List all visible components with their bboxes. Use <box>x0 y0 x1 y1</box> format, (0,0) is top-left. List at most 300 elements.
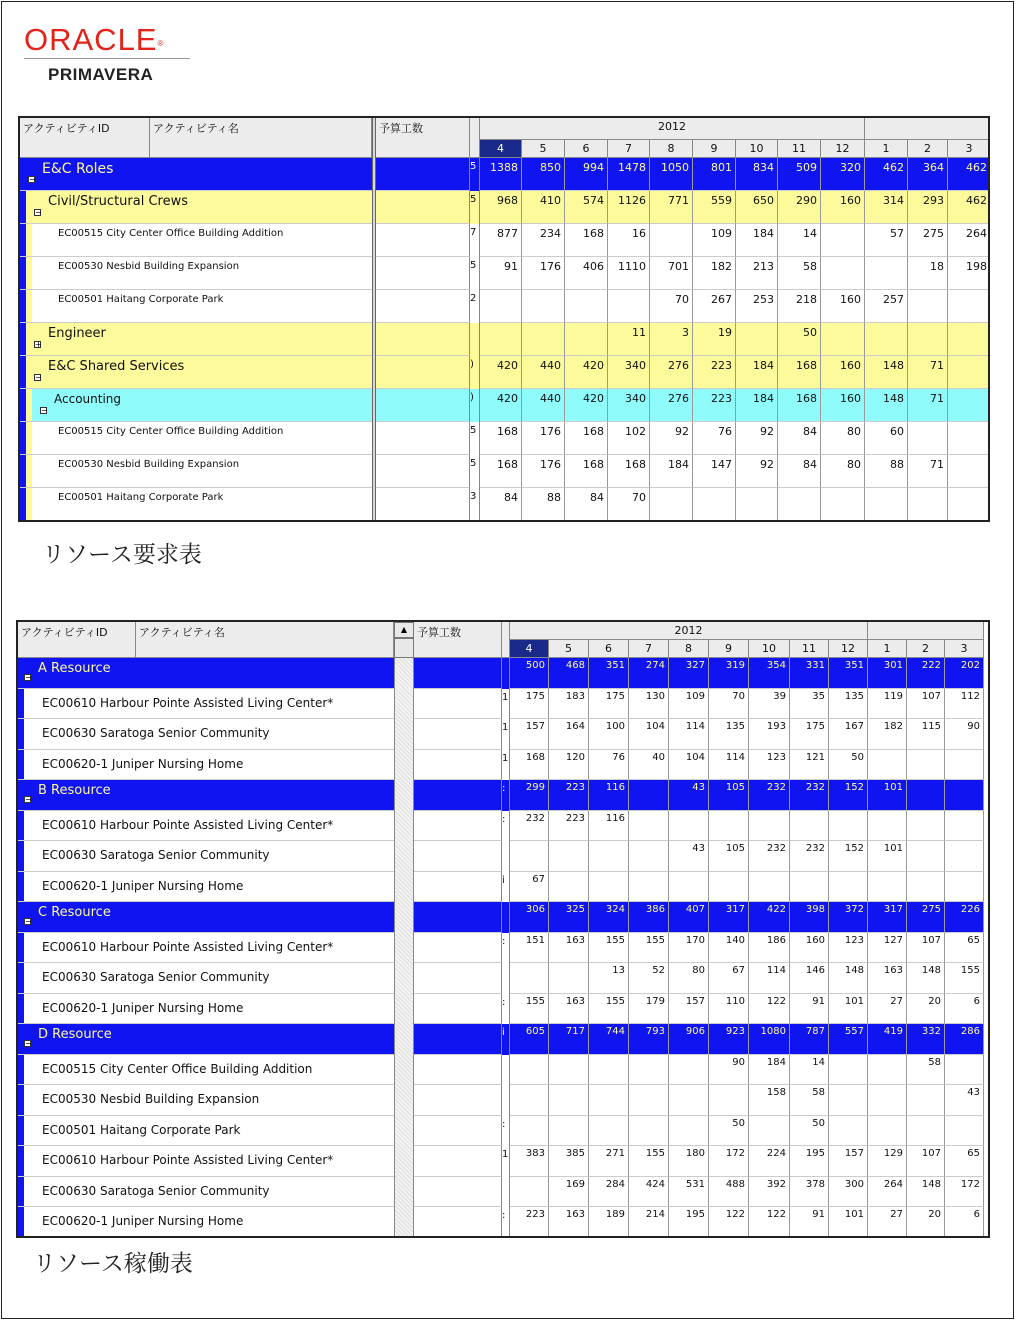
value-cell-1[interactable] <box>865 488 908 521</box>
value-cell-4[interactable]: 151 <box>510 933 549 964</box>
value-cell-6[interactable]: 155 <box>589 994 629 1025</box>
value-cell-12[interactable] <box>821 257 865 290</box>
value-cell-7[interactable]: 155 <box>629 1146 669 1177</box>
value-cell-12[interactable]: 135 <box>829 689 868 720</box>
value-cell-12[interactable]: 160 <box>821 191 865 224</box>
activity-row[interactable] <box>18 933 394 964</box>
value-cell-4[interactable]: 84 <box>480 488 522 521</box>
value-cell-5[interactable] <box>549 1085 589 1116</box>
value-cell-7[interactable]: 52 <box>629 963 669 994</box>
value-cell-2[interactable] <box>907 872 945 903</box>
header-activity-id[interactable]: アクティビティID <box>18 622 136 658</box>
value-cell-9[interactable]: 114 <box>709 750 749 781</box>
value-cell-2[interactable]: 71 <box>908 455 948 488</box>
budget-cell[interactable] <box>414 841 502 872</box>
value-cell-8[interactable]: 3 <box>650 323 693 356</box>
value-cell-3[interactable]: 155 <box>945 963 984 994</box>
value-cell-9[interactable] <box>693 488 736 521</box>
value-cell-9[interactable]: 140 <box>709 933 749 964</box>
value-cell-4[interactable]: 383 <box>510 1146 549 1177</box>
value-cell-8[interactable]: 114 <box>669 719 709 750</box>
budget-cell[interactable] <box>376 257 470 290</box>
value-cell-1[interactable]: 419 <box>868 1024 907 1055</box>
value-cell-1[interactable] <box>868 811 907 842</box>
value-cell-8[interactable]: 771 <box>650 191 693 224</box>
value-cell-11[interactable]: 195 <box>790 1146 829 1177</box>
value-cell-6[interactable]: 168 <box>565 224 608 257</box>
value-cell-6[interactable]: 420 <box>565 389 608 422</box>
value-cell-5[interactable]: 176 <box>522 455 565 488</box>
value-cell-8[interactable] <box>669 872 709 903</box>
value-cell-4[interactable]: 91 <box>480 257 522 290</box>
value-cell-3[interactable]: 286 <box>945 1024 984 1055</box>
value-cell-3[interactable]: 65 <box>945 1146 984 1177</box>
header-month-5[interactable]: 5 <box>549 640 589 658</box>
budget-cell[interactable] <box>414 872 502 903</box>
header-month-2[interactable]: 2 <box>907 640 945 658</box>
value-cell-10[interactable]: 92 <box>736 422 778 455</box>
value-cell-2[interactable]: 107 <box>907 1146 945 1177</box>
value-cell-1[interactable]: 129 <box>868 1146 907 1177</box>
value-cell-8[interactable]: 43 <box>669 841 709 872</box>
value-cell-10[interactable]: 1080 <box>749 1024 790 1055</box>
value-cell-9[interactable]: 172 <box>709 1146 749 1177</box>
value-cell-10[interactable] <box>749 872 790 903</box>
value-cell-12[interactable]: 101 <box>829 994 868 1025</box>
budget-cell[interactable] <box>376 323 470 356</box>
value-cell-7[interactable] <box>629 1055 669 1086</box>
value-cell-10[interactable]: 184 <box>736 224 778 257</box>
activity-row[interactable] <box>18 1055 394 1086</box>
header-month-1[interactable]: 1 <box>868 640 907 658</box>
value-cell-1[interactable] <box>868 750 907 781</box>
value-cell-4[interactable]: 299 <box>510 780 549 811</box>
value-cell-7[interactable]: 386 <box>629 902 669 933</box>
value-cell-11[interactable]: 91 <box>790 1207 829 1238</box>
value-cell-2[interactable]: 18 <box>908 257 948 290</box>
value-cell-3[interactable] <box>945 1055 984 1086</box>
header-month-11[interactable]: 11 <box>778 140 821 158</box>
value-cell-4[interactable]: 500 <box>510 658 549 689</box>
value-cell-11[interactable]: 290 <box>778 191 821 224</box>
value-cell-10[interactable]: 184 <box>736 356 778 389</box>
value-cell-10[interactable]: 193 <box>749 719 790 750</box>
value-cell-8[interactable] <box>650 488 693 521</box>
value-cell-1[interactable]: 301 <box>868 658 907 689</box>
value-cell-6[interactable] <box>589 1116 629 1147</box>
value-cell-10[interactable]: 92 <box>736 455 778 488</box>
value-cell-8[interactable]: 701 <box>650 257 693 290</box>
value-cell-3[interactable]: 462 <box>948 191 990 224</box>
value-cell-1[interactable]: 314 <box>865 191 908 224</box>
value-cell-6[interactable]: 420 <box>565 356 608 389</box>
header-budget-units[interactable]: 予算工数 <box>376 118 470 158</box>
activity-row[interactable] <box>18 1085 394 1116</box>
value-cell-10[interactable]: 650 <box>736 191 778 224</box>
value-cell-3[interactable]: 264 <box>948 224 990 257</box>
value-cell-10[interactable]: 39 <box>749 689 790 720</box>
activity-row[interactable] <box>20 290 372 323</box>
value-cell-7[interactable]: 793 <box>629 1024 669 1055</box>
activity-row[interactable] <box>18 1177 394 1208</box>
budget-cell[interactable] <box>376 389 470 422</box>
value-cell-6[interactable] <box>589 1055 629 1086</box>
value-cell-9[interactable]: 109 <box>693 224 736 257</box>
value-cell-7[interactable]: 168 <box>608 455 650 488</box>
header-month-6[interactable]: 6 <box>589 640 629 658</box>
value-cell-11[interactable]: 232 <box>790 841 829 872</box>
value-cell-1[interactable] <box>868 1116 907 1147</box>
value-cell-11[interactable]: 168 <box>778 389 821 422</box>
value-cell-8[interactable]: 104 <box>669 750 709 781</box>
value-cell-1[interactable] <box>865 323 908 356</box>
value-cell-11[interactable]: 218 <box>778 290 821 323</box>
value-cell-9[interactable]: 67 <box>709 963 749 994</box>
group-row[interactable] <box>20 389 372 422</box>
value-cell-8[interactable]: 195 <box>669 1207 709 1238</box>
value-cell-10[interactable]: 834 <box>736 158 778 191</box>
value-cell-9[interactable]: 19 <box>693 323 736 356</box>
budget-cell[interactable] <box>414 689 502 720</box>
value-cell-8[interactable]: 92 <box>650 422 693 455</box>
budget-cell[interactable] <box>376 290 470 323</box>
value-cell-5[interactable] <box>549 1055 589 1086</box>
group-row[interactable] <box>20 158 372 191</box>
value-cell-12[interactable]: 167 <box>829 719 868 750</box>
value-cell-5[interactable]: 88 <box>522 488 565 521</box>
value-cell-2[interactable]: 20 <box>907 1207 945 1238</box>
value-cell-11[interactable] <box>790 811 829 842</box>
value-cell-3[interactable] <box>948 422 990 455</box>
value-cell-4[interactable]: 420 <box>480 389 522 422</box>
value-cell-12[interactable]: 101 <box>829 1207 868 1238</box>
value-cell-1[interactable]: 27 <box>868 994 907 1025</box>
budget-cell[interactable] <box>414 811 502 842</box>
value-cell-6[interactable] <box>565 290 608 323</box>
value-cell-12[interactable]: 160 <box>821 356 865 389</box>
activity-row[interactable] <box>18 872 394 903</box>
header-month-7[interactable]: 7 <box>629 640 669 658</box>
value-cell-5[interactable] <box>549 1116 589 1147</box>
value-cell-9[interactable] <box>709 1085 749 1116</box>
value-cell-7[interactable] <box>629 872 669 903</box>
value-cell-5[interactable]: 223 <box>549 811 589 842</box>
value-cell-5[interactable]: 468 <box>549 658 589 689</box>
value-cell-4[interactable] <box>510 1116 549 1147</box>
value-cell-12[interactable] <box>829 1085 868 1116</box>
value-cell-5[interactable]: 176 <box>522 422 565 455</box>
collapse-icon[interactable]: − <box>41 405 48 415</box>
value-cell-4[interactable]: 168 <box>480 455 522 488</box>
value-cell-7[interactable]: 102 <box>608 422 650 455</box>
value-cell-12[interactable]: 80 <box>821 422 865 455</box>
value-cell-10[interactable]: 224 <box>749 1146 790 1177</box>
value-cell-8[interactable]: 180 <box>669 1146 709 1177</box>
group-row[interactable] <box>18 902 394 933</box>
value-cell-1[interactable]: 264 <box>868 1177 907 1208</box>
value-cell-9[interactable]: 50 <box>709 1116 749 1147</box>
group-row[interactable] <box>20 191 372 224</box>
value-cell-6[interactable]: 284 <box>589 1177 629 1208</box>
value-cell-9[interactable]: 923 <box>709 1024 749 1055</box>
value-cell-9[interactable]: 223 <box>693 356 736 389</box>
value-cell-6[interactable]: 13 <box>589 963 629 994</box>
value-cell-7[interactable] <box>629 780 669 811</box>
value-cell-6[interactable]: 168 <box>565 455 608 488</box>
value-cell-5[interactable]: 440 <box>522 389 565 422</box>
value-cell-7[interactable]: 1478 <box>608 158 650 191</box>
budget-cell[interactable] <box>376 158 470 191</box>
value-cell-5[interactable] <box>522 290 565 323</box>
budget-cell[interactable] <box>414 902 502 933</box>
value-cell-2[interactable] <box>907 841 945 872</box>
value-cell-9[interactable]: 182 <box>693 257 736 290</box>
value-cell-1[interactable]: 148 <box>865 356 908 389</box>
value-cell-5[interactable] <box>549 872 589 903</box>
value-cell-11[interactable] <box>790 872 829 903</box>
budget-cell[interactable] <box>376 224 470 257</box>
value-cell-2[interactable]: 20 <box>907 994 945 1025</box>
value-cell-3[interactable] <box>948 389 990 422</box>
value-cell-8[interactable]: 407 <box>669 902 709 933</box>
value-cell-9[interactable]: 135 <box>709 719 749 750</box>
value-cell-12[interactable] <box>829 811 868 842</box>
value-cell-3[interactable] <box>945 841 984 872</box>
activity-row[interactable] <box>20 224 372 257</box>
activity-row[interactable] <box>18 963 394 994</box>
value-cell-4[interactable]: 877 <box>480 224 522 257</box>
value-cell-7[interactable] <box>629 811 669 842</box>
activity-row[interactable] <box>18 1116 394 1147</box>
value-cell-7[interactable] <box>608 290 650 323</box>
value-cell-4[interactable] <box>510 841 549 872</box>
value-cell-10[interactable] <box>736 323 778 356</box>
activity-row[interactable] <box>18 689 394 720</box>
value-cell-10[interactable]: 232 <box>749 841 790 872</box>
value-cell-10[interactable] <box>749 1116 790 1147</box>
value-cell-2[interactable] <box>907 780 945 811</box>
value-cell-2[interactable]: 222 <box>907 658 945 689</box>
value-cell-10[interactable]: 122 <box>749 1207 790 1238</box>
value-cell-1[interactable] <box>865 257 908 290</box>
activity-row[interactable] <box>20 257 372 290</box>
value-cell-4[interactable]: 420 <box>480 356 522 389</box>
activity-row[interactable] <box>18 719 394 750</box>
value-cell-6[interactable]: 994 <box>565 158 608 191</box>
collapse-icon[interactable]: − <box>25 673 32 683</box>
value-cell-3[interactable] <box>948 290 990 323</box>
value-cell-5[interactable]: 410 <box>522 191 565 224</box>
value-cell-12[interactable]: 557 <box>829 1024 868 1055</box>
value-cell-6[interactable]: 189 <box>589 1207 629 1238</box>
value-cell-10[interactable] <box>736 488 778 521</box>
value-cell-7[interactable]: 11 <box>608 323 650 356</box>
value-cell-9[interactable] <box>709 811 749 842</box>
activity-row[interactable] <box>18 994 394 1025</box>
value-cell-11[interactable]: 50 <box>778 323 821 356</box>
value-cell-11[interactable]: 232 <box>790 780 829 811</box>
value-cell-1[interactable]: 163 <box>868 963 907 994</box>
value-cell-9[interactable]: 319 <box>709 658 749 689</box>
value-cell-2[interactable]: 107 <box>907 689 945 720</box>
activity-row[interactable] <box>20 488 372 521</box>
activity-row[interactable] <box>18 1146 394 1177</box>
value-cell-7[interactable]: 40 <box>629 750 669 781</box>
value-cell-12[interactable] <box>829 1116 868 1147</box>
header-month-2[interactable]: 2 <box>908 140 948 158</box>
header-activity-name[interactable]: アクティビティ名 <box>150 118 372 158</box>
value-cell-2[interactable]: 275 <box>908 224 948 257</box>
value-cell-5[interactable]: 385 <box>549 1146 589 1177</box>
value-cell-6[interactable]: 175 <box>589 689 629 720</box>
budget-cell[interactable] <box>414 1055 502 1086</box>
budget-cell[interactable] <box>376 488 470 521</box>
value-cell-8[interactable]: 276 <box>650 389 693 422</box>
value-cell-1[interactable]: 60 <box>865 422 908 455</box>
value-cell-3[interactable] <box>945 1116 984 1147</box>
value-cell-4[interactable]: 232 <box>510 811 549 842</box>
value-cell-7[interactable]: 16 <box>608 224 650 257</box>
value-cell-7[interactable]: 155 <box>629 933 669 964</box>
value-cell-1[interactable]: 101 <box>868 841 907 872</box>
value-cell-7[interactable]: 130 <box>629 689 669 720</box>
header-budget-units[interactable]: 予算工数 <box>414 622 502 658</box>
value-cell-8[interactable] <box>650 224 693 257</box>
value-cell-12[interactable]: 50 <box>829 750 868 781</box>
value-cell-11[interactable]: 58 <box>790 1085 829 1116</box>
value-cell-9[interactable]: 122 <box>709 1207 749 1238</box>
value-cell-4[interactable]: 157 <box>510 719 549 750</box>
value-cell-6[interactable]: 324 <box>589 902 629 933</box>
budget-cell[interactable] <box>414 994 502 1025</box>
value-cell-12[interactable]: 372 <box>829 902 868 933</box>
value-cell-2[interactable] <box>907 1085 945 1116</box>
value-cell-1[interactable]: 101 <box>868 780 907 811</box>
value-cell-4[interactable] <box>510 1085 549 1116</box>
value-cell-3[interactable] <box>945 780 984 811</box>
value-cell-10[interactable]: 123 <box>749 750 790 781</box>
value-cell-8[interactable]: 70 <box>650 290 693 323</box>
value-cell-4[interactable] <box>480 323 522 356</box>
value-cell-10[interactable]: 114 <box>749 963 790 994</box>
value-cell-5[interactable] <box>522 323 565 356</box>
budget-cell[interactable] <box>414 963 502 994</box>
value-cell-4[interactable] <box>480 290 522 323</box>
group-row[interactable] <box>18 780 394 811</box>
value-cell-3[interactable]: 198 <box>948 257 990 290</box>
value-cell-3[interactable] <box>948 356 990 389</box>
value-cell-3[interactable]: 6 <box>945 994 984 1025</box>
value-cell-10[interactable]: 354 <box>749 658 790 689</box>
value-cell-4[interactable] <box>510 963 549 994</box>
header-month-3[interactable]: 3 <box>948 140 990 158</box>
value-cell-9[interactable]: 488 <box>709 1177 749 1208</box>
value-cell-11[interactable]: 50 <box>790 1116 829 1147</box>
value-cell-2[interactable] <box>907 811 945 842</box>
value-cell-1[interactable]: 462 <box>865 158 908 191</box>
collapse-icon[interactable]: − <box>25 917 32 927</box>
value-cell-9[interactable]: 70 <box>709 689 749 720</box>
value-cell-8[interactable]: 531 <box>669 1177 709 1208</box>
value-cell-3[interactable]: 202 <box>945 658 984 689</box>
value-cell-6[interactable] <box>589 1085 629 1116</box>
value-cell-7[interactable]: 1110 <box>608 257 650 290</box>
value-cell-10[interactable]: 122 <box>749 994 790 1025</box>
value-cell-2[interactable]: 71 <box>908 356 948 389</box>
value-cell-1[interactable]: 57 <box>865 224 908 257</box>
value-cell-1[interactable]: 148 <box>865 389 908 422</box>
value-cell-11[interactable]: 14 <box>790 1055 829 1086</box>
value-cell-4[interactable] <box>510 1177 549 1208</box>
value-cell-3[interactable]: 462 <box>948 158 990 191</box>
value-cell-3[interactable] <box>945 750 984 781</box>
group-row[interactable] <box>20 323 372 356</box>
value-cell-2[interactable] <box>908 422 948 455</box>
value-cell-8[interactable]: 43 <box>669 780 709 811</box>
value-cell-4[interactable]: 223 <box>510 1207 549 1238</box>
value-cell-12[interactable]: 300 <box>829 1177 868 1208</box>
value-cell-11[interactable]: 14 <box>778 224 821 257</box>
value-cell-4[interactable]: 168 <box>480 422 522 455</box>
value-cell-9[interactable] <box>709 872 749 903</box>
value-cell-11[interactable]: 58 <box>778 257 821 290</box>
group-row[interactable] <box>20 356 372 389</box>
budget-cell[interactable] <box>414 933 502 964</box>
value-cell-7[interactable]: 274 <box>629 658 669 689</box>
scroll-up-arrow-icon[interactable]: ▲ <box>394 622 414 638</box>
value-cell-6[interactable]: 168 <box>565 422 608 455</box>
value-cell-6[interactable]: 84 <box>565 488 608 521</box>
value-cell-2[interactable]: 275 <box>907 902 945 933</box>
value-cell-5[interactable]: 176 <box>522 257 565 290</box>
value-cell-2[interactable]: 293 <box>908 191 948 224</box>
budget-cell[interactable] <box>414 658 502 689</box>
value-cell-11[interactable]: 121 <box>790 750 829 781</box>
value-cell-6[interactable]: 116 <box>589 780 629 811</box>
value-cell-2[interactable] <box>908 290 948 323</box>
value-cell-2[interactable]: 71 <box>908 389 948 422</box>
header-month-7[interactable]: 7 <box>608 140 650 158</box>
header-month-4[interactable]: 4 <box>510 640 549 658</box>
value-cell-1[interactable]: 88 <box>865 455 908 488</box>
header-month-10[interactable]: 10 <box>736 140 778 158</box>
activity-row[interactable] <box>18 811 394 842</box>
budget-cell[interactable] <box>414 1116 502 1147</box>
value-cell-6[interactable] <box>565 323 608 356</box>
value-cell-5[interactable]: 183 <box>549 689 589 720</box>
value-cell-1[interactable] <box>868 1055 907 1086</box>
budget-cell[interactable] <box>376 422 470 455</box>
value-cell-6[interactable]: 351 <box>589 658 629 689</box>
header-month-9[interactable]: 9 <box>709 640 749 658</box>
value-cell-3[interactable] <box>948 455 990 488</box>
header-month-5[interactable]: 5 <box>522 140 565 158</box>
value-cell-2[interactable] <box>907 1116 945 1147</box>
value-cell-8[interactable] <box>669 1116 709 1147</box>
value-cell-8[interactable]: 1050 <box>650 158 693 191</box>
value-cell-9[interactable]: 147 <box>693 455 736 488</box>
value-cell-11[interactable]: 146 <box>790 963 829 994</box>
value-cell-5[interactable]: 325 <box>549 902 589 933</box>
header-month-1[interactable]: 1 <box>865 140 908 158</box>
value-cell-8[interactable] <box>669 1055 709 1086</box>
value-cell-2[interactable]: 332 <box>907 1024 945 1055</box>
value-cell-6[interactable] <box>589 872 629 903</box>
value-cell-9[interactable]: 801 <box>693 158 736 191</box>
vertical-scrollbar[interactable] <box>394 622 414 1236</box>
value-cell-9[interactable]: 105 <box>709 841 749 872</box>
value-cell-10[interactable]: 184 <box>736 389 778 422</box>
